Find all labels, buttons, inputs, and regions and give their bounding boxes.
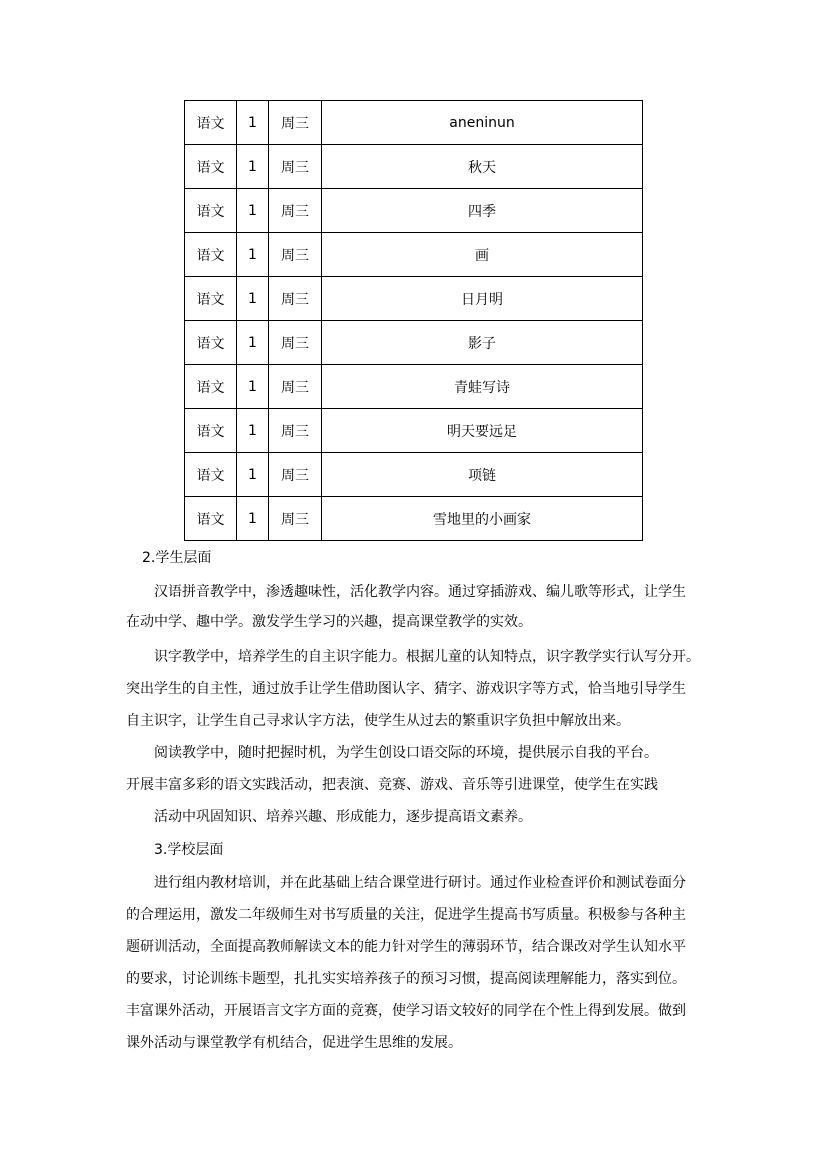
table-row [185, 321, 643, 365]
cell-day: 周三 [269, 145, 322, 189]
cell-day: 周三 [269, 101, 322, 145]
paragraph-line: 汉语拼音教学中，渗透趣味性，活化教学内容。通过穿插游戏、编儿歌等形式，让学生 [154, 584, 686, 600]
paragraph-line: 自主识字，让学生自己寻求认字方法，使学生从过去的繁重识字负担中解放出来。 [126, 713, 630, 729]
cell-lesson: 项链 [322, 453, 643, 497]
table-row [185, 101, 643, 145]
paragraph-line: 丰富课外活动，开展语言文字方面的竞赛，使学习语文较好的同学在个性上得到发展。做到 [126, 1003, 686, 1019]
cell-lesson: 秋天 [322, 145, 643, 189]
paragraph-line: 突出学生的自主性，通过放手让学生借助图认字、猜字、游戏识字等方式，恰当地引导学生 [126, 681, 686, 697]
cell-grade: 1 [237, 277, 269, 321]
cell-subject: 语文 [185, 497, 237, 541]
table-row [185, 409, 643, 453]
paragraph-line: 题研训活动，全面提高教师解读文本的能力针对学生的薄弱环节，结合课改对学生认知水平 [126, 939, 686, 955]
cell-grade: 1 [237, 409, 269, 453]
table-row [185, 497, 643, 541]
paragraph-line: 在动中学、趣中学。激发学生学习的兴趣，提高课堂教学的实效。 [126, 614, 532, 630]
cell-lesson: 雪地里的小画家 [322, 497, 643, 541]
cell-lesson: 画 [322, 233, 643, 277]
cell-day: 周三 [269, 189, 322, 233]
cell-day: 周三 [269, 365, 322, 409]
paragraph-line: 的合理运用，激发二年级师生对书写质量的关注，促进学生提高书写质量。积极参与各种主 [126, 907, 686, 923]
cell-grade: 1 [237, 321, 269, 365]
table-row [185, 453, 643, 497]
paragraph-line: 课外活动与课堂教学有机结合，促进学生思维的发展。 [126, 1035, 462, 1051]
paragraph-line: 识字教学中，培养学生的自主识字能力。根据儿童的认知特点，识字教学实行认写分开。 [154, 649, 700, 665]
cell-subject: 语文 [185, 365, 237, 409]
cell-subject: 语文 [185, 453, 237, 497]
cell-day: 周三 [269, 277, 322, 321]
schedule-table [184, 100, 643, 541]
cell-grade: 1 [237, 497, 269, 541]
paragraph-line: 进行组内教材培训，并在此基础上结合课堂进行研讨。通过作业检查评价和测试卷面分 [154, 875, 686, 891]
cell-day: 周三 [269, 453, 322, 497]
cell-lesson: 明天要远足 [322, 409, 643, 453]
cell-grade: 1 [237, 189, 269, 233]
table-row [185, 145, 643, 189]
paragraph-line: 的要求，讨论训练卡题型，扎扎实实培养孩子的预习习惯，提高阅读理解能力，落实到位。 [126, 971, 686, 987]
cell-lesson: 青蛙写诗 [322, 365, 643, 409]
table-row [185, 365, 643, 409]
cell-lesson: 四季 [322, 189, 643, 233]
cell-subject: 语文 [185, 101, 237, 145]
cell-subject: 语文 [185, 189, 237, 233]
paragraph-line: 开展丰富多彩的语文实践活动，把表演、竞赛、游戏、音乐等引进课堂，使学生在实践 [126, 777, 658, 793]
cell-lesson: 影子 [322, 321, 643, 365]
paragraph-line: 阅读教学中，随时把握时机，为学生创设口语交际的环境，提供展示自我的平台。 [154, 745, 658, 761]
cell-grade: 1 [237, 453, 269, 497]
cell-grade: 1 [237, 101, 269, 145]
cell-subject: 语文 [185, 145, 237, 189]
table-row [185, 277, 643, 321]
cell-grade: 1 [237, 233, 269, 277]
cell-day: 周三 [269, 321, 322, 365]
cell-subject: 语文 [185, 277, 237, 321]
cell-subject: 语文 [185, 409, 237, 453]
section-heading-student: 2.学生层面 [142, 550, 212, 566]
cell-day: 周三 [269, 233, 322, 277]
cell-day: 周三 [269, 409, 322, 453]
cell-lesson: aneninun [322, 101, 643, 145]
cell-subject: 语文 [185, 233, 237, 277]
section-heading-school: 3.学校层面 [154, 842, 224, 858]
cell-grade: 1 [237, 145, 269, 189]
table-row [185, 189, 643, 233]
cell-grade: 1 [237, 365, 269, 409]
paragraph-line: 活动中巩固知识、培养兴趣、形成能力，逐步提高语文素养。 [154, 809, 532, 825]
cell-day: 周三 [269, 497, 322, 541]
cell-subject: 语文 [185, 321, 237, 365]
table-row [185, 233, 643, 277]
cell-lesson: 日月明 [322, 277, 643, 321]
